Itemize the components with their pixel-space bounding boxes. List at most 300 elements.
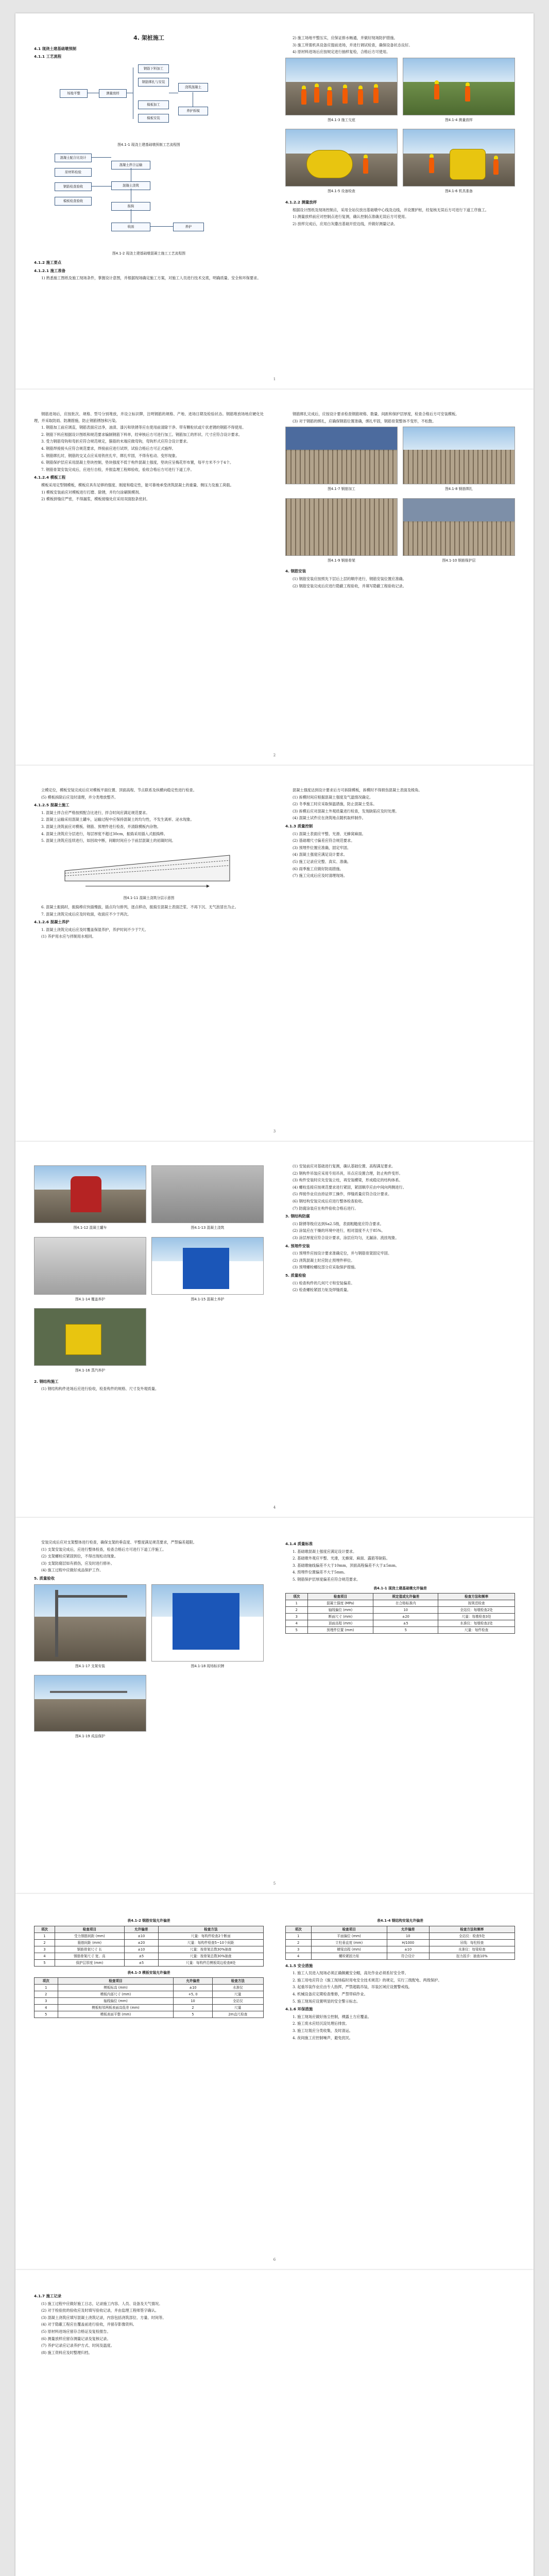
photo-concrete-pouring xyxy=(151,1165,264,1223)
paragraph: 6. 钢筋保护层应采用混凝土垫块控制，垫块强度不低于构件混凝土强度，垫块应呈梅花形布置，每平方米不少于4个。 xyxy=(41,460,234,465)
page-1-right-column xyxy=(285,35,515,228)
paragraph: (5) 施工记录应完整、真实、准确。 xyxy=(293,859,351,864)
paragraph: (4) 对于隐蔽工程应在覆盖前进行验收，并留存影像资料。 xyxy=(41,2322,136,2327)
paragraph: (3) 拆模后应对混凝土外观质量进行检查，发现缺陷应及时处理。 xyxy=(293,808,399,814)
table-row xyxy=(35,1939,264,1946)
section-heading: 4.1.6 环保措施 xyxy=(285,2007,313,2012)
section-heading: 4.1.5 安全措施 xyxy=(285,1963,313,1968)
paragraph: 2. 钢筋下料应根据设计图纸和规范要求编制钢筋下料单，经审核后方可进行加工。钢筋加工的形状、尺寸应符合设计要求。 xyxy=(41,432,243,437)
table-header-row xyxy=(286,1926,515,1933)
table-row xyxy=(35,1946,264,1953)
photo-figure xyxy=(34,1237,146,1306)
photo-site-signboard xyxy=(151,1584,264,1662)
paragraph: 3. 起重吊装作业应由专人指挥，严禁超载吊装，吊装区域应设置警戒线。 xyxy=(293,1985,412,1990)
paragraph: 立模定位，模板安装完成后应对模板平面位置、顶面高程、节点联系及纵横向稳定性进行检查。 xyxy=(41,788,197,792)
table-row xyxy=(35,1933,264,1939)
paragraph: (2) 钢筋安装完成后应进行隐蔽工程验收，并填写隐蔽工程验收记录。 xyxy=(293,583,406,588)
photo-figure xyxy=(34,1584,146,1672)
table-header: 允许偏差 xyxy=(124,1926,158,1933)
photo-caption: 图4.1-7 钢筋加工 xyxy=(328,487,355,492)
page-number: 5 xyxy=(273,1882,276,1886)
table-row xyxy=(35,1959,264,1966)
photo-figure xyxy=(34,1165,146,1234)
paragraph: (5) 焊接作业应由持证焊工操作，焊缝质量应符合设计要求。 xyxy=(293,1192,392,1197)
photo-figure xyxy=(34,1308,146,1377)
table-cell: 3 xyxy=(286,1614,308,1620)
page-2 xyxy=(15,389,534,766)
table-cell: 尺量：每件检查 xyxy=(438,1627,515,1634)
flow-box: 模板安装 xyxy=(138,114,169,123)
table-header-row xyxy=(35,1978,264,1985)
table-cell: 2m直尺检查 xyxy=(212,2011,263,2018)
paragraph: (1) 拆模时间应根据混凝土强度及气温情况确定。 xyxy=(293,794,373,800)
page-3-left-column xyxy=(34,787,264,941)
photo-caption: 图4.1-5 设备检查 xyxy=(328,189,355,194)
paragraph: 2. 施工用电应符合《施工现场临时用电安全技术规范》的规定，实行三级配电、两级保护。 xyxy=(293,1977,442,1982)
table-cell: 保护层厚度 (mm) xyxy=(55,1959,124,1966)
paragraph: 3. 受力钢筋弯钩和弯折应符合规范规定，箍筋的末端应做弯钩，弯钩形式应符合设计要求。 xyxy=(41,439,191,444)
section-heading: 4.1.2.2 测量放样 xyxy=(285,199,317,205)
paragraph: 4. 预埋件位置偏差不大于5mm。 xyxy=(293,1570,348,1575)
table-cell: 4 xyxy=(286,1953,312,1959)
table-row xyxy=(286,1620,515,1627)
page-1-left-column xyxy=(34,35,264,282)
paragraph: 1) 模板安装前应对模板进行打磨、除锈，并均匀涂刷脱模剂。 xyxy=(41,489,143,495)
table-cell: 2 xyxy=(286,1607,308,1614)
table-cell: 轴线偏位 (mm) xyxy=(58,1998,174,2005)
page-5 xyxy=(15,1518,534,1894)
flow-box: 场地平整 xyxy=(60,89,88,98)
paragraph: 5. 钢筋绑扎时，钢筋的交叉点应采用铁丝扎牢，绑扎牢固，不得有松动、变形现象。 xyxy=(41,453,179,458)
table-cell: 尺量：按骨架总数30%抽查 xyxy=(158,1946,263,1953)
table-header: 检查方法 xyxy=(212,1978,263,1985)
flow-arrow xyxy=(92,186,111,187)
paragraph: 安装完成后应对支架整体进行检查，确保支架的垂直度、平整度满足规范要求，严禁偏差超限。 xyxy=(41,1540,197,1545)
tolerance-table-2 xyxy=(34,1926,264,1967)
section-heading: 4. 预埋件安装 xyxy=(285,1243,310,1248)
paragraph: 钢筋绑扎完成后，应按设计要求检查钢筋规格、数量、间距和保护层厚度，检查合格后方可安装模板。 xyxy=(293,412,459,416)
table-cell: 预埋件位置 (mm) xyxy=(307,1627,373,1634)
paragraph: 2) 放样完成后，应用白灰撒出基础开挖边线，并做好测量记录。 xyxy=(293,221,398,226)
table-cell: 吊线：每柱检查 xyxy=(429,1939,514,1946)
table-cell: 螺栓紧固力矩 xyxy=(311,1953,387,1959)
paragraph: (1) 养护用水应与拌制用水相同。 xyxy=(41,934,96,939)
table-row xyxy=(35,1953,264,1959)
table-cell: 尺量：每构件检查5~10个间距 xyxy=(158,1939,263,1946)
page-5-left-column xyxy=(34,1539,264,1744)
photo-caption: 图4.1-10 钢筋保护层 xyxy=(442,558,476,563)
page-2-left-column xyxy=(34,411,264,503)
photo-caption: 图4.1-3 施工交底 xyxy=(328,117,355,122)
flow-box: 混凝土配合比设计 xyxy=(55,154,92,162)
figure-caption: 图4.1-2 现浇土建基础墩混凝土施工工艺流程图 xyxy=(112,251,186,256)
page-number: 1 xyxy=(273,377,276,381)
layered-pour-diagram xyxy=(34,845,264,891)
section-heading: 4.1 现浇土建基础墩预制 xyxy=(34,46,77,51)
paragraph: 钢筋进场后，应按批次、规格、型号分别堆放，并设立标识牌，注明钢筋的规格、产地、进场日期及检验状态。钢筋堆放场地应硬化处理，并采取防雨、防潮措施，防止钢筋锈蚀和污染。 xyxy=(34,412,264,423)
table-cell: 5 xyxy=(174,2011,212,2018)
table-cell: 断面尺寸 (mm) xyxy=(307,1614,373,1620)
table-cell: 模板内部尺寸 (mm) xyxy=(58,1991,174,1998)
table-cell: 钢筋骨架尺寸 宽、高 xyxy=(55,1953,124,1959)
table-header: 允许偏差 xyxy=(387,1926,429,1933)
paragraph: (1) 钢筋安装应按照先下层后上层的顺序进行，钢筋安装位置应准确。 xyxy=(293,576,406,581)
flowchart-1 xyxy=(55,62,209,140)
table-cell: ±20 xyxy=(373,1614,438,1620)
photo-grid xyxy=(34,1165,264,1377)
page-7-left-column xyxy=(34,2292,264,2357)
table-cell: 1 xyxy=(35,1933,55,1939)
table-cell: 尺量 xyxy=(212,1991,263,1998)
table-cell: ±5 xyxy=(124,1953,158,1959)
table-cell: 2 xyxy=(35,1939,55,1946)
paragraph: (2) 支架螺栓应紧固到位，不得出现松动现象。 xyxy=(41,1554,118,1559)
paragraph: 2) 模板拼缝应严密，不得漏浆，模板接缝处应采用双面胶条密封。 xyxy=(41,497,150,502)
photo-product-protection xyxy=(34,1675,146,1732)
paragraph: (3) 涂层厚度应符合设计要求，涂层应均匀，无漏涂、流挂现象。 xyxy=(293,1235,399,1240)
flowchart-2 xyxy=(55,150,209,248)
paragraph: (2) 涂装应在干燥的环境中进行，相对湿度不大于85%。 xyxy=(293,1228,385,1233)
section-heading: 4.1.1 工艺流程 xyxy=(34,54,62,59)
table-row xyxy=(286,1600,515,1607)
photo-cover-curing xyxy=(34,1237,146,1295)
flow-box: 养护 xyxy=(173,223,204,231)
table-cell: 尺量：每墩检查3处 xyxy=(438,1614,515,1620)
page-number: 4 xyxy=(273,1505,276,1510)
table-cell: 受力钢筋间距 (mm) xyxy=(55,1933,124,1939)
paragraph: 1) 测量放样前应对控制点进行复测，确认控制点准确无误后方可使用。 xyxy=(293,214,409,219)
table-caption: 表4.1-4 钢结构安装允许偏差 xyxy=(377,1919,423,1923)
flow-arrow xyxy=(92,157,111,158)
page-5-right-column xyxy=(285,1539,515,1637)
page-7 xyxy=(15,2270,534,2576)
figure-caption: 图4.1-11 混凝土浇筑分层示意图 xyxy=(123,896,175,901)
table-cell: 箍筋间距 (mm) xyxy=(55,1939,124,1946)
table-cell: 4 xyxy=(35,2005,58,2011)
page-6 xyxy=(15,1894,534,2270)
paragraph: 1. 钢筋加工前应调直，钢筋表面应洁净，油渍、漆污和铁锈等应在使用前清除干净。带有颗粒状或片状老锈的钢筋不得使用。 xyxy=(41,425,246,430)
table-cell: ±10 xyxy=(174,1985,212,1991)
paragraph: 4. 混凝土浇筑应分层进行，每层厚度不超过30cm，振捣采用插入式振捣棒。 xyxy=(41,831,167,836)
paragraph: (3) 支架防腐层如有损伤，应及时进行修补。 xyxy=(41,1561,114,1566)
paragraph: (3) 对于钢筋的绑扎，应确保钢筋位置准确，绑扎牢固，钢筋骨架整体不变形，不松散。 xyxy=(293,418,436,423)
section-heading: 2. 钢结构施工 xyxy=(34,1379,59,1384)
paragraph: 4. 钢筋焊接接头应符合规范要求，焊接前应进行试焊，试验合格后方可正式施焊。 xyxy=(41,446,176,451)
page-4-left-column xyxy=(34,1163,264,1393)
table-cell: 10 xyxy=(174,1998,212,2005)
photo-caption: 图4.1-16 蒸汽养护 xyxy=(75,1368,106,1373)
page-number: 6 xyxy=(273,2258,276,2262)
section-heading: 4.1.2 施工要点 xyxy=(34,260,62,265)
table-cell: 顶面高程 (mm) xyxy=(307,1620,373,1627)
paragraph: 1. 施工现场应做好扬尘控制，裸露土方应覆盖。 xyxy=(293,2014,371,2019)
page-4-right-column xyxy=(285,1163,515,1294)
paragraph: 2. 施工废水应经沉淀处理后排放。 xyxy=(293,2021,349,2026)
paragraph: (8) 施工资料应及时整理归档。 xyxy=(41,2350,92,2355)
table-row xyxy=(286,1953,515,1959)
paragraph: (1) 钢结构构件进场后应进行验收，检查构件的规格、尺寸及外观质量。 xyxy=(41,1386,159,1392)
table-cell: 全站仪：检查5处 xyxy=(429,1933,514,1939)
table-cell: 2 xyxy=(286,1939,312,1946)
table-cell: 平面偏位 (mm) xyxy=(311,1933,387,1939)
photo-figure xyxy=(285,498,398,567)
table-cell: 1 xyxy=(286,1933,312,1939)
photo-grid xyxy=(34,1584,264,1742)
table-header: 项次 xyxy=(35,1926,55,1933)
paragraph: (5) 原材料进场应留存合格证及复检报告。 xyxy=(41,2329,111,2334)
table-cell: 2 xyxy=(174,2005,212,2011)
photo-steam-curing xyxy=(34,1308,146,1366)
paragraph: (1) 混凝土表面应平整、光滑、无蜂窝麻面。 xyxy=(293,831,366,836)
table-cell: 混凝土强度 (MPa) xyxy=(307,1600,373,1607)
paragraph: (5) 模板拆除后应及时清理，并分类堆放整齐。 xyxy=(41,794,118,800)
table-header: 允许偏差 xyxy=(174,1978,212,1985)
flow-box: 模板加工 xyxy=(138,100,169,109)
table-header: 检查项目 xyxy=(58,1978,174,1985)
table-cell: 全站仪 xyxy=(212,1998,263,2005)
photo-figure xyxy=(151,1584,264,1672)
photo-caption: 图4.1-14 覆盖养护 xyxy=(75,1297,106,1301)
photo-caption: 图4.1-19 成品保护 xyxy=(75,1734,106,1739)
paragraph: (3) 混凝土浇筑应填写混凝土浇筑记录，内容包括浇筑部位、方量、时间等。 xyxy=(41,2315,166,2320)
flow-arrow xyxy=(150,226,173,227)
table-header-row xyxy=(286,1594,515,1600)
photo-concrete-curing xyxy=(151,1237,264,1295)
table-header: 检查项目 xyxy=(307,1594,373,1600)
flow-box: 钢筋下料加工 xyxy=(138,64,169,73)
flow-box: 养护拆模 xyxy=(178,107,208,115)
paragraph: 3. 基础墩轴线偏差不大于10mm，顶面高程偏差不大于±5mm。 xyxy=(293,1563,400,1568)
paragraph: 5. 钢筋保护层厚度偏差应符合规范要求。 xyxy=(293,1577,361,1582)
table-cell: H/1000 xyxy=(387,1939,429,1946)
table-cell: ±10 xyxy=(124,1946,158,1953)
paragraph: 2. 基础墩外观应平整、光滑，无蜂窝、麻面、露筋等缺陷。 xyxy=(293,1556,390,1561)
flow-box: 原材料检验 xyxy=(55,168,92,177)
paragraph: 1. 混凝土拌合应严格按照配合比进行，拌合时间应满足规范要求。 xyxy=(41,810,150,815)
paragraph: (1) 安装前应对基础进行复测，确认基础位置、高程满足要求。 xyxy=(293,1164,396,1168)
paragraph: (2) 对于检验批的验收应及时填写验收记录，并由监理工程师签字确认。 xyxy=(41,2308,159,2313)
table-cell: 尺量：每构件检查2个断面 xyxy=(158,1933,263,1939)
paragraph: (2) 钢构件吊装应采用专用吊具，吊点应设置合理，防止构件变形。 xyxy=(293,1171,403,1176)
paragraph: (7) 防腐涂装应在构件验收合格后进行。 xyxy=(293,1206,358,1211)
photo-figure xyxy=(151,1237,264,1306)
photo-caption: 图4.1-12 混凝土罐车 xyxy=(73,1226,107,1230)
photo-caption: 图4.1-18 现场标识牌 xyxy=(191,1664,225,1668)
photo-figure xyxy=(403,427,515,495)
table-row xyxy=(286,1946,515,1953)
photo-caption: 图4.1-8 钢筋绑扎 xyxy=(445,487,473,492)
flow-box: 浇筑混凝土 xyxy=(178,83,208,92)
table-header: 项次 xyxy=(286,1926,312,1933)
photo-grid xyxy=(285,58,515,197)
photo-caption: 图4.1-17 支架安装 xyxy=(75,1664,106,1668)
paragraph: (4) 施工过程中应做好成品保护工作。 xyxy=(41,1568,104,1573)
photo-rebar-tying xyxy=(403,427,515,484)
paragraph: 6. 混凝土振捣时，振捣棒应快插慢拔，插点均匀排列，逐点移动，振捣至混凝土表面泛浆、不再下沉、无气泡冒出为止。 xyxy=(41,904,238,909)
table-cell: 5 xyxy=(35,1959,55,1966)
flow-box: 收面 xyxy=(111,223,150,231)
paragraph: (1) 检查构件的几何尺寸和安装偏差。 xyxy=(293,1280,355,1285)
table-cell: 尺量：按骨架总数30%抽查 xyxy=(158,1953,263,1959)
paragraph: 3) 施工所需机具设备应提前进场，并进行调试检查，确保设备状态良好。 xyxy=(293,42,413,47)
table-cell: 模板表面平整 (mm) xyxy=(58,2011,174,2018)
table-header-row xyxy=(35,1926,264,1933)
paragraph: 2. 混凝土运输采用混凝土罐车，运输过程中应保持混凝土的均匀性，不发生离析、泌水现象。 xyxy=(41,817,194,822)
paragraph: (7) 施工完成后应及时清理现场。 xyxy=(293,873,347,878)
paragraph: (6) 测量放样应留存测量记录及复核记录。 xyxy=(41,2336,111,2341)
flow-box: 模板检查验收 xyxy=(55,197,92,206)
table-row xyxy=(35,2011,264,2018)
table-row xyxy=(35,1998,264,2005)
table-cell: 按规范检查 xyxy=(438,1600,515,1607)
table-cell: 1 xyxy=(35,1985,58,1991)
table-header: 检查方法和频率 xyxy=(438,1594,515,1600)
photo-figure xyxy=(285,427,398,495)
photo-construction-briefing xyxy=(285,58,398,115)
paragraph: 1. 施工人员进入现场必须正确佩戴安全帽，高处作业必须系好安全带。 xyxy=(293,1971,408,1976)
table-header: 检查方法 xyxy=(158,1926,263,1933)
flow-box: 振捣 xyxy=(111,202,150,211)
paragraph: 1) 熟悉施工图纸及施工现场条件，掌握设计意图，并根据现场确定施工方案，对施工人员进行技术交底，明确质量、安全和环保要求。 xyxy=(41,276,261,281)
table-cell: 水准仪：每梁检查 xyxy=(429,1946,514,1953)
table-cell: 3 xyxy=(286,1946,312,1953)
paragraph: (1) 预埋件应按设计要求准确定位，并与钢筋骨架固定牢固。 xyxy=(293,1251,392,1256)
table-row xyxy=(35,1991,264,1998)
section-heading: 4.1.2.5 混凝土施工 xyxy=(34,803,70,808)
paragraph: (6) 钢结构安装完成后应进行整体检查验收。 xyxy=(293,1198,366,1204)
page-number: 2 xyxy=(273,753,276,757)
photo-caption: 图4.1-9 钢筋骨架 xyxy=(328,558,355,563)
table-header: 项次 xyxy=(35,1978,58,1985)
section-heading: 3. 钢结构防腐 xyxy=(285,1214,310,1219)
photo-grid xyxy=(285,427,515,566)
paragraph: 7. 混凝土浇筑完成后应及时收面，收面应不少于两次。 xyxy=(41,911,131,917)
photo-caption: 图4.1-4 测量放样 xyxy=(445,117,473,122)
table-cell: 模板相邻两板表面高低差 (mm) xyxy=(58,2005,174,2011)
table-cell: 5 xyxy=(286,1627,308,1634)
section-heading: 4. 钢筋安装 xyxy=(285,569,306,574)
paragraph: (3) 预埋螺栓螺纹部分应采取保护措施。 xyxy=(293,1265,358,1270)
section-heading: 4.1.2.4 模板工程 xyxy=(34,475,66,480)
section-heading: 4.1.3 质量控制 xyxy=(285,823,313,828)
photo-caption: 图4.1-6 机具准备 xyxy=(445,189,473,194)
table-caption: 表4.1-2 钢筋安装允许偏差 xyxy=(127,1919,170,1923)
photo-surveying xyxy=(403,58,515,115)
paragraph: (4) 螺栓连接应按规范要求进行紧固，紧固顺序应由中间向两侧进行。 xyxy=(293,1184,406,1190)
page-3-right-column xyxy=(285,787,515,880)
table-cell: 3 xyxy=(35,1998,58,2005)
paragraph: (1) 除锈等级应达到Sa2.5级，表面粗糙度应符合要求。 xyxy=(293,1221,384,1226)
page-3 xyxy=(15,766,534,1142)
photo-figure xyxy=(403,129,515,197)
paragraph: 根据设计图纸及现场控制点，采用全站仪放出基础墩中心线及边线，并设置护桩，经复核无误后方可进行下道工序施工。 xyxy=(293,207,489,212)
section-heading: 5. 质量检验 xyxy=(285,1273,306,1278)
paragraph: 4) 原材料进场后应按规定进行抽样复检，合格后方可使用。 xyxy=(293,49,390,55)
paragraph: (2) 基础墩尺寸偏差应符合规范要求。 xyxy=(293,838,355,843)
photo-figure xyxy=(34,1675,146,1742)
photo-rebar-cover xyxy=(403,498,515,556)
page-6-right-column xyxy=(285,1916,515,2042)
table-cell: 钢筋骨架尺寸 长 xyxy=(55,1946,124,1953)
paragraph: (4) 混凝土强度应满足设计要求。 xyxy=(293,852,347,857)
table-cell: ±10 xyxy=(124,1933,158,1939)
table-cell: 符合设计 xyxy=(387,1953,429,1959)
table-cell: +5, 0 xyxy=(174,1991,212,1998)
table-header: 检查项目 xyxy=(55,1926,124,1933)
photo-concrete-truck xyxy=(34,1165,146,1223)
table-row xyxy=(286,1627,515,1634)
paragraph: (3) 预埋件位置应准确，固定牢固。 xyxy=(293,845,351,850)
section-heading: 4.1.7 施工记录 xyxy=(34,2294,62,2298)
table-cell: 全站仪：每墩检查2处 xyxy=(438,1607,515,1614)
paragraph: 5. 混凝土浇筑应连续进行，如因故中断，间歇时间应小于前层混凝土的初凝时间。 xyxy=(41,838,176,843)
paragraph: (1) 支架安装完成后，应进行整体检查，检查合格后方可进行下道工序施工。 xyxy=(41,1547,166,1552)
photo-figure xyxy=(151,1165,264,1234)
paragraph: 3. 施工垃圾应分类收集，及时清运。 xyxy=(293,2028,353,2033)
table-cell: 扭力扳手：抽查10% xyxy=(429,1953,514,1959)
paragraph: 3. 混凝土浇筑前应对模板、钢筋、预埋件进行检查，并清除模板内杂物。 xyxy=(41,824,161,829)
table-header: 检查方法和频率 xyxy=(429,1926,514,1933)
table-cell: 横梁高程 (mm) xyxy=(311,1946,387,1953)
table-caption: 表4.1-3 模板安装允许偏差 xyxy=(127,1970,170,1975)
table-header: 检查项目 xyxy=(311,1926,387,1933)
section-heading: 4.1.2.1 施工准备 xyxy=(34,268,66,273)
tolerance-table-1 xyxy=(285,1593,515,1634)
flow-box: 混凝土拌合运输 xyxy=(111,161,150,170)
table-row xyxy=(35,1985,264,1991)
photo-support-installation xyxy=(34,1584,146,1662)
paragraph: (7) 养护记录应记录养护方式、时间及温度。 xyxy=(41,2343,114,2348)
table-cell: 2 xyxy=(35,1991,58,1998)
table-cell: 4 xyxy=(286,1620,308,1627)
page-2-right-column xyxy=(285,411,515,590)
table-row xyxy=(286,1939,515,1946)
chapter-title: 4. 架桩施工 xyxy=(133,35,164,41)
table-caption: 表4.1-1 现浇土建基础墩允许偏差 xyxy=(373,1586,427,1590)
table-cell: 10 xyxy=(373,1607,438,1614)
table-cell: 1 xyxy=(286,1600,308,1607)
photo-tool-preparation xyxy=(403,129,515,187)
paragraph: 7. 钢筋骨架安装完成后，应进行自检，并报监理工程师验收，验收合格后方可进行下道工序。 xyxy=(41,467,194,472)
flow-box: 钢筋绑扎与安装 xyxy=(138,78,169,87)
flow-box: 钢筋检查验收 xyxy=(55,182,92,191)
paragraph: 5. 施工现场应设置明显的安全警示标志。 xyxy=(293,1998,361,2004)
paragraph: 1. 混凝土浇筑完成后应及时覆盖保湿养护，养护时间不少于7天。 xyxy=(41,927,148,932)
paragraph: (2) 浇筑混凝土时应防止预埋件移位。 xyxy=(293,1258,355,1263)
table-cell: 轴线偏位 (mm) xyxy=(307,1607,373,1614)
table-cell: 10 xyxy=(387,1933,429,1939)
table-cell: ±5 xyxy=(373,1620,438,1627)
tolerance-table-4 xyxy=(285,1926,515,1960)
page-number: 3 xyxy=(273,1129,276,1133)
table-cell: 尺量 xyxy=(212,2005,263,2011)
paragraph: 4. 机械设备应定期检查维修，严禁带病作业。 xyxy=(293,1991,368,1996)
paragraph: 模板采用定型钢模板，模板应具有足够的强度、刚度和稳定性，能可靠地承受浇筑混凝土的重量、侧压力及施工荷载。 xyxy=(41,482,234,487)
table-cell: 3 xyxy=(35,1946,55,1953)
photo-figure xyxy=(285,58,398,126)
table-cell: 水准仪：每墩检查2处 xyxy=(438,1620,515,1627)
table-cell: 尺量：每构件沿模板周边检查8处 xyxy=(158,1959,263,1966)
photo-caption: 图4.1-15 混凝土养护 xyxy=(191,1297,225,1301)
section-heading: 4.1.4 质量标准 xyxy=(285,1541,313,1546)
table-header: 项次 xyxy=(286,1594,308,1600)
table-row xyxy=(286,1614,515,1620)
paragraph: (6) 雨季施工应做好防雨措施。 xyxy=(293,866,344,871)
photo-figure xyxy=(285,129,398,197)
section-heading: 4.1.2.6 混凝土养护 xyxy=(34,920,70,925)
table-cell: 模板标高 (mm) xyxy=(58,1985,174,1991)
page-1 xyxy=(15,13,534,389)
